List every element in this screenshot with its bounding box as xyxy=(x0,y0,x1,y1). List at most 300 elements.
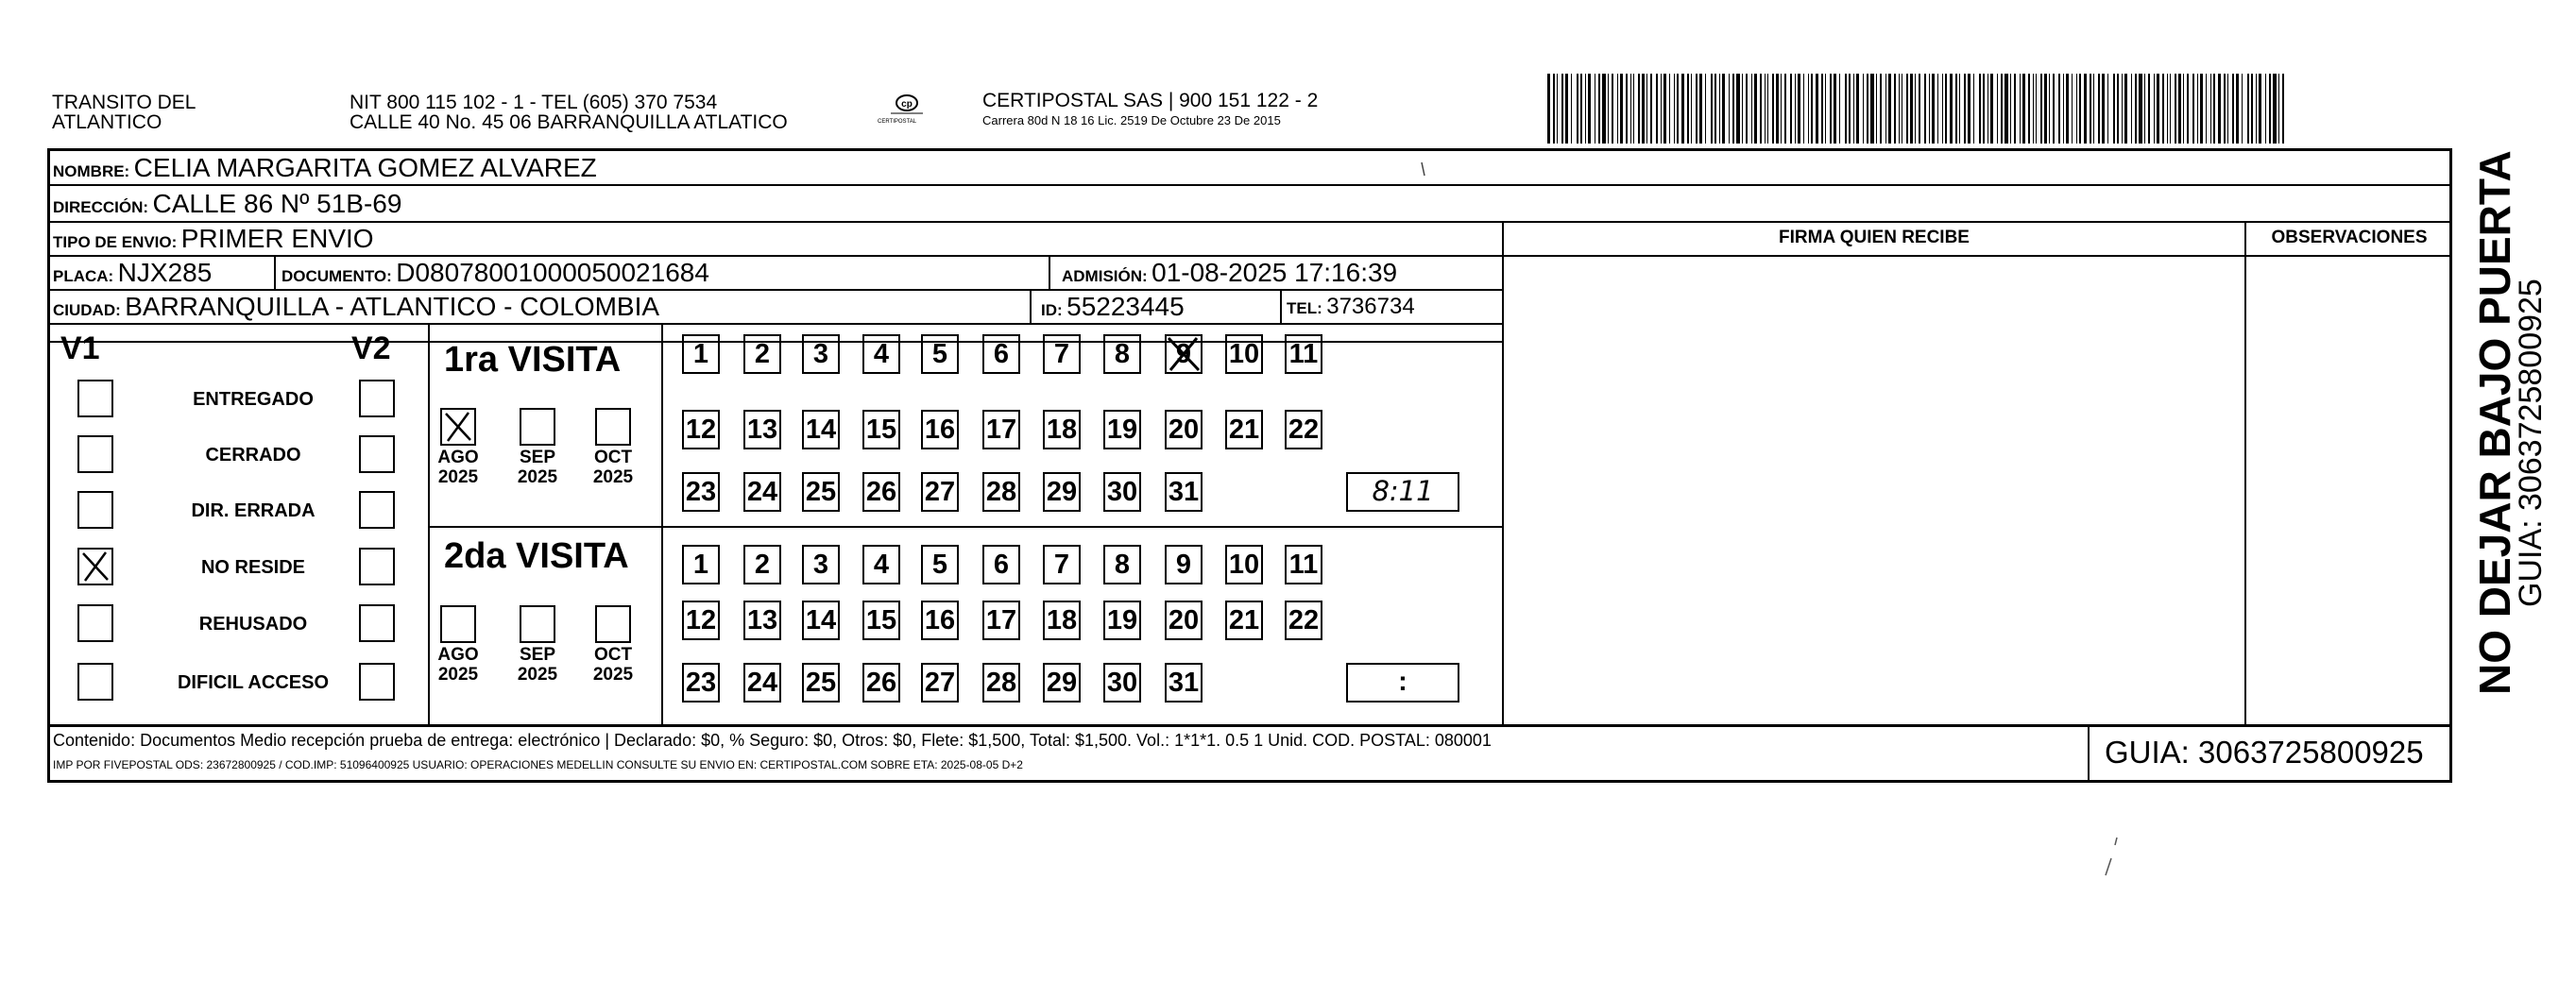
address-line: CALLE 40 No. 45 06 BARRANQUILLA ATLATICO xyxy=(350,111,788,133)
barcode-bar xyxy=(2259,74,2261,144)
barcode-bar xyxy=(1899,74,1900,144)
barcode-bar xyxy=(1602,74,1606,144)
barcode-bar xyxy=(2139,74,2142,144)
barcode-bar xyxy=(1870,74,1874,144)
barcode-bar xyxy=(1834,74,1836,144)
ciudad-value: BARRANQUILLA - ATLANTICO - COLOMBIA xyxy=(125,292,660,321)
barcode-bar xyxy=(2148,74,2150,144)
placa-value: NJX285 xyxy=(117,258,213,287)
barcode-bar xyxy=(1959,74,1960,144)
first-day-12[interactable]: 12 xyxy=(682,410,720,449)
barcode-bar xyxy=(2117,74,2119,144)
second-day-8[interactable]: 8 xyxy=(1103,545,1141,584)
barcode-bar xyxy=(2090,74,2091,144)
v2-checkbox-rehusado[interactable] xyxy=(359,604,395,642)
barcode-bar xyxy=(1811,74,1813,144)
barcode-bar xyxy=(1612,74,1613,144)
first-day-9[interactable]: 9 xyxy=(1165,334,1203,374)
barcode-bar xyxy=(1630,74,1631,144)
barcode-bar xyxy=(2135,74,2137,144)
status-label-rehusado: REHUSADO xyxy=(198,614,308,635)
v1-checkbox-rehusado[interactable] xyxy=(77,604,113,642)
barcode-bar xyxy=(1950,74,1953,144)
barcode-bar xyxy=(1719,74,1720,144)
barcode-bar xyxy=(1795,74,1796,144)
first-day-13[interactable]: 13 xyxy=(743,410,781,449)
barcode-bar xyxy=(1776,74,1779,144)
first-day-6[interactable]: 6 xyxy=(982,334,1020,374)
barcode-bar xyxy=(1617,74,1618,144)
barcode-bar xyxy=(1571,74,1572,144)
first-month-oct-year: 2025 xyxy=(592,467,634,487)
v2-header: V2 xyxy=(351,330,391,366)
first-day-22[interactable]: 22 xyxy=(1285,410,1322,449)
barcode-bar xyxy=(1633,74,1634,144)
barcode-bar xyxy=(1790,74,1792,144)
footer-guia: GUIA: 3063725800925 xyxy=(2105,735,2424,770)
barcode-bar xyxy=(2102,74,2105,144)
barcode-bar xyxy=(2265,74,2266,144)
barcode-bar xyxy=(2206,74,2207,144)
v1-checkbox-dir-errada[interactable] xyxy=(77,491,113,529)
status-label-dir-errada: DIR. ERRADA xyxy=(191,500,316,521)
barcode-bar xyxy=(1798,74,1800,144)
col-line xyxy=(1502,221,1504,724)
barcode-bar xyxy=(1705,74,1706,144)
barcode-bar xyxy=(1942,74,1943,144)
first-day-31[interactable]: 31 xyxy=(1165,472,1203,512)
documento-value: D08078001000050021684 xyxy=(396,258,709,287)
barcode-bar xyxy=(1937,74,1938,144)
v2-checkbox-dificil-acceso[interactable] xyxy=(359,663,395,701)
v1-checkbox-dificil-acceso[interactable] xyxy=(77,663,113,701)
barcode-bar xyxy=(1849,74,1851,144)
col-line xyxy=(1280,289,1282,323)
footer-imp: IMP POR FIVEPOSTAL ODS: 23672800925 / COD.IMP: 51096400925 USUARIO: OPERACIONES MEDELLIN CONSULTE SU ENVIO EN: CERTIPOSTAL.COM SOBRE ETA: 2025-08-05 D+2 xyxy=(53,758,1023,771)
barcode-bar xyxy=(1880,74,1882,144)
barcode-bar xyxy=(1638,74,1640,144)
barcode-bar xyxy=(2079,74,2081,144)
first-day-28[interactable]: 28 xyxy=(982,472,1020,512)
barcode-bar xyxy=(2005,74,2008,144)
second-day-4[interactable]: 4 xyxy=(862,545,900,584)
row-line xyxy=(47,221,2452,223)
barcode-bar xyxy=(2273,74,2277,144)
status-label-entregado: ENTREGADO xyxy=(193,389,314,410)
second-month-sep-year: 2025 xyxy=(517,665,558,685)
documento-field xyxy=(281,258,709,292)
barcode-bar xyxy=(1642,74,1645,144)
second-day-18[interactable]: 18 xyxy=(1043,601,1081,640)
observaciones-header: OBSERVACIONES xyxy=(2271,228,2428,247)
barcode-bar xyxy=(1929,74,1930,144)
second-day-20[interactable]: 20 xyxy=(1165,601,1203,640)
barcode-bar xyxy=(1561,74,1563,144)
barcode-bar xyxy=(2124,74,2127,144)
side-guia: GUIA: 3063725800925 xyxy=(2513,279,2549,607)
barcode-bar xyxy=(1580,74,1582,144)
first-time-field[interactable]: 8:11 xyxy=(1346,472,1459,512)
admision-field xyxy=(1062,258,1397,292)
barcode-bar xyxy=(1973,74,1974,144)
second-month-ago-checkbox[interactable] xyxy=(440,605,476,643)
second-day-31[interactable]: 31 xyxy=(1165,663,1203,703)
barcode-bar xyxy=(2066,74,2069,144)
barcode-bar xyxy=(1924,74,1926,144)
barcode-bar xyxy=(1955,74,1957,144)
tel-value: 3736734 xyxy=(1326,294,1415,319)
direccion-value: CALLE 86 Nº 51B-69 xyxy=(152,189,402,218)
barcode-bar xyxy=(1915,74,1916,144)
admision-value: 01-08-2025 17:16:39 xyxy=(1152,258,1398,287)
first-day-19[interactable]: 19 xyxy=(1103,410,1141,449)
barcode-bar xyxy=(1626,74,1628,144)
tipo-label: TIPO DE ENVIO: xyxy=(53,233,178,251)
barcode-bar xyxy=(1736,74,1740,144)
barcode-bar xyxy=(1557,74,1558,144)
second-day-5[interactable]: 5 xyxy=(921,545,959,584)
first-day-17[interactable]: 17 xyxy=(982,410,1020,449)
barcode-bar xyxy=(2113,74,2115,144)
first-day-7[interactable]: 7 xyxy=(1043,334,1081,374)
org-name-line1: TRANSITO DEL xyxy=(52,92,196,113)
direccion-label: DIRECCIÓN: xyxy=(53,198,149,216)
barcode-bar xyxy=(1681,74,1684,144)
barcode-bar xyxy=(2076,74,2077,144)
barcode-bar xyxy=(2236,74,2239,144)
barcode-bar xyxy=(2167,74,2168,144)
barcode-bar xyxy=(1983,74,1985,144)
stray-mark xyxy=(2102,817,2130,883)
second-day-27[interactable]: 27 xyxy=(921,663,959,703)
first-day-29[interactable]: 29 xyxy=(1043,472,1081,512)
barcode-bar xyxy=(1894,74,1896,144)
barcode-bar xyxy=(1990,74,1993,144)
first-day-10[interactable]: 10 xyxy=(1225,334,1263,374)
barcode-bar xyxy=(1547,74,1550,144)
col-line xyxy=(1049,255,1050,289)
barcode-bar xyxy=(1691,74,1692,144)
tipo-field xyxy=(53,224,374,258)
barcode-bar xyxy=(1585,74,1586,144)
barcode-bar xyxy=(2053,74,2055,144)
barcode-bar xyxy=(1687,74,1689,144)
barcode-bar xyxy=(2022,74,2025,144)
barcode-bar xyxy=(2269,74,2271,144)
first-day-11[interactable]: 11 xyxy=(1285,334,1322,374)
barcode-bar xyxy=(1722,74,1725,144)
barcode-bar xyxy=(2242,74,2243,144)
barcode-bar xyxy=(2162,74,2164,144)
barcode-bar xyxy=(1830,74,1832,144)
second-day-9[interactable]: 9 xyxy=(1165,545,1203,584)
barcode-bar xyxy=(2014,74,2016,144)
second-day-10[interactable]: 10 xyxy=(1225,545,1263,584)
barcode-bar xyxy=(1888,74,1891,144)
tipo-value: PRIMER ENVIO xyxy=(180,224,374,253)
second-day-22[interactable]: 22 xyxy=(1285,601,1322,640)
barcode-bar xyxy=(1816,74,1818,144)
nit-line: NIT 800 115 102 - 1 - TEL (605) 370 7534 xyxy=(350,92,718,113)
second-month-oct-checkbox[interactable] xyxy=(595,605,631,643)
nombre-label: NOMBRE: xyxy=(53,162,130,180)
col-line xyxy=(661,323,663,724)
second-time-field[interactable]: : xyxy=(1346,663,1459,703)
row-line xyxy=(47,724,2452,727)
second-day-1[interactable]: 1 xyxy=(682,545,720,584)
barcode-bar xyxy=(2028,74,2030,144)
barcode-bar xyxy=(1876,74,1877,144)
barcode-bar xyxy=(1808,74,1809,144)
barcode-bar xyxy=(1997,74,1998,144)
first-day-18[interactable]: 18 xyxy=(1043,410,1081,449)
first-day-27[interactable]: 27 xyxy=(921,472,959,512)
barcode-bar xyxy=(1919,74,1920,144)
barcode-bar xyxy=(1784,74,1786,144)
first-day-2[interactable]: 2 xyxy=(743,334,781,374)
svg-text:cp: cp xyxy=(901,99,913,110)
barcode-bar xyxy=(1932,74,1935,144)
v1-header: V1 xyxy=(60,330,100,366)
id-value: 55223445 xyxy=(1066,292,1185,321)
second-day-25[interactable]: 25 xyxy=(802,663,840,703)
row-line xyxy=(47,255,2452,257)
v2-checkbox-entregado[interactable] xyxy=(359,380,395,417)
first-visit-title: 1ra VISITA xyxy=(444,340,622,380)
nombre-field xyxy=(53,153,597,187)
first-month-sep-year: 2025 xyxy=(517,467,558,487)
barcode-bar xyxy=(2218,74,2221,144)
second-visit-title: 2da VISITA xyxy=(444,536,629,576)
second-day-29[interactable]: 29 xyxy=(1043,663,1081,703)
first-month-ago-year: 2025 xyxy=(437,467,479,487)
barcode-bar xyxy=(2192,74,2194,144)
second-day-23[interactable]: 23 xyxy=(682,663,720,703)
first-day-20[interactable]: 20 xyxy=(1165,410,1203,449)
barcode-bar xyxy=(2187,74,2189,144)
barcode-bar xyxy=(1964,74,1966,144)
first-day-25[interactable]: 25 xyxy=(802,472,840,512)
barcode-bar xyxy=(2063,74,2064,144)
second-day-28[interactable]: 28 xyxy=(982,663,1020,703)
barcode-bar xyxy=(1856,74,1859,144)
first-day-14[interactable]: 14 xyxy=(802,410,840,449)
barcode-bar xyxy=(1751,74,1752,144)
second-day-7[interactable]: 7 xyxy=(1043,545,1081,584)
barcode-bar xyxy=(2020,74,2021,144)
barcode-bar xyxy=(2157,74,2159,144)
first-day-1[interactable]: 1 xyxy=(682,334,720,374)
barcode-bar xyxy=(1608,74,1609,144)
barcode-bar xyxy=(1945,74,1947,144)
v2-checkbox-cerrado[interactable] xyxy=(359,435,395,473)
second-month-oct-label: OCT xyxy=(593,645,633,665)
barcode-bar xyxy=(2282,74,2284,144)
first-month-oct-checkbox[interactable] xyxy=(595,408,631,446)
v2-checkbox-no-reside[interactable] xyxy=(359,548,395,585)
first-day-16[interactable]: 16 xyxy=(921,410,959,449)
firma-header: FIRMA QUIEN RECIBE xyxy=(1779,228,1970,247)
barcode-bar xyxy=(1979,74,1981,144)
first-day-26[interactable]: 26 xyxy=(862,472,900,512)
barcode-bar xyxy=(2122,74,2123,144)
barcode-bar xyxy=(1821,74,1823,144)
barcode-bar xyxy=(1968,74,1970,144)
second-month-ago-label: AGO xyxy=(437,645,479,665)
second-day-16[interactable]: 16 xyxy=(921,601,959,640)
barcode-bar xyxy=(1742,74,1743,144)
barcode-bar xyxy=(1767,74,1768,144)
side-warning: NO DEJAR BAJO PUERTA xyxy=(2470,150,2519,695)
company-sub: Carrera 80d N 18 16 Lic. 2519 De Octubre 23 De 2015 xyxy=(982,113,1281,127)
barcode-bar xyxy=(1825,74,1826,144)
ciudad-label: CIUDAD: xyxy=(53,301,121,319)
second-month-sep-label: SEP xyxy=(519,645,556,665)
barcode-bar xyxy=(2224,74,2226,144)
status-label-no-reside: NO RESIDE xyxy=(200,557,306,578)
documento-label: DOCUMENTO: xyxy=(281,267,392,285)
barcode-bar xyxy=(2256,74,2257,144)
placa-label: PLACA: xyxy=(53,267,114,285)
barcode-bar xyxy=(2010,74,2011,144)
first-day-24[interactable]: 24 xyxy=(743,472,781,512)
v2-checkbox-dir-errada[interactable] xyxy=(359,491,395,529)
barcode-bar xyxy=(1661,74,1662,144)
second-day-26[interactable]: 26 xyxy=(862,663,900,703)
first-day-4[interactable]: 4 xyxy=(862,334,900,374)
barcode-bar xyxy=(2033,74,2034,144)
barcode-bar xyxy=(1772,74,1774,144)
barcode-bar xyxy=(1696,74,1697,144)
first-month-ago-label: AGO xyxy=(437,448,479,467)
barcode-bar xyxy=(1729,74,1730,144)
barcode-bar xyxy=(1765,74,1766,144)
first-day-23[interactable]: 23 xyxy=(682,472,720,512)
admision-label: ADMISIÓN: xyxy=(1062,267,1148,285)
barcode-bar xyxy=(2183,74,2184,144)
org-name-line2: ATLANTICO xyxy=(52,111,162,133)
first-day-15[interactable]: 15 xyxy=(862,410,900,449)
second-day-15[interactable]: 15 xyxy=(862,601,900,640)
status-label-cerrado: CERRADO xyxy=(205,445,301,466)
barcode-bar xyxy=(1714,74,1716,144)
v1-checkbox-cerrado[interactable] xyxy=(77,435,113,473)
barcode-bar xyxy=(1906,74,1908,144)
barcode-bar xyxy=(1839,74,1840,144)
barcode-bar xyxy=(1845,74,1847,144)
barcode-bar xyxy=(1577,74,1578,144)
second-day-6[interactable]: 6 xyxy=(982,545,1020,584)
second-day-14[interactable]: 14 xyxy=(802,601,840,640)
id-label: ID: xyxy=(1041,301,1063,319)
barcode-bar xyxy=(2251,74,2253,144)
barcode-bar xyxy=(1987,74,1988,144)
barcode-bar xyxy=(1760,74,1762,144)
barcode-bar xyxy=(1669,74,1670,144)
barcode-bar xyxy=(2278,74,2279,144)
second-month-ago-year: 2025 xyxy=(437,665,479,685)
barcode-bar xyxy=(1781,74,1782,144)
barcode-bar xyxy=(2049,74,2050,144)
id-field xyxy=(1041,292,1185,326)
row-line xyxy=(428,526,1502,528)
barcode-bar xyxy=(1656,74,1658,144)
first-day-8[interactable]: 8 xyxy=(1103,334,1141,374)
barcode-bar xyxy=(2044,74,2047,144)
barcode-bar xyxy=(2210,74,2211,144)
barcode-bar xyxy=(2131,74,2132,144)
barcode-bar xyxy=(2098,74,2100,144)
barcode-bar xyxy=(2084,74,2087,144)
ciudad-field xyxy=(53,292,659,326)
second-day-21[interactable]: 21 xyxy=(1225,601,1263,640)
barcode-bar xyxy=(1553,74,1555,144)
second-month-sep-checkbox[interactable] xyxy=(520,605,555,643)
nombre-value: CELIA MARGARITA GOMEZ ALVAREZ xyxy=(133,153,597,182)
first-month-oct-label: OCT xyxy=(593,448,633,467)
col-line xyxy=(428,323,430,724)
first-month-ago-checkbox[interactable] xyxy=(440,408,476,446)
barcode-bar xyxy=(1646,74,1647,144)
barcode-bar xyxy=(2175,74,2176,144)
first-month-sep-label: SEP xyxy=(519,448,556,467)
second-day-2[interactable]: 2 xyxy=(743,545,781,584)
barcode-bar xyxy=(2058,74,2060,144)
barcode-bar xyxy=(1699,74,1702,144)
barcode-bar xyxy=(1746,74,1748,144)
first-day-21[interactable]: 21 xyxy=(1225,410,1263,449)
barcode-bar xyxy=(1598,74,1600,144)
second-day-30[interactable]: 30 xyxy=(1103,663,1141,703)
second-day-13[interactable]: 13 xyxy=(743,601,781,640)
first-day-3[interactable]: 3 xyxy=(802,334,840,374)
barcode-bar xyxy=(2040,74,2042,144)
barcode-bar xyxy=(1663,74,1666,144)
logo-caption: CERTIPOSTAL xyxy=(878,119,917,125)
status-label-dificil-acceso: DIFICIL ACCESO xyxy=(177,672,329,693)
v1-checkbox-no-reside[interactable] xyxy=(77,548,113,585)
first-day-5[interactable]: 5 xyxy=(921,334,959,374)
second-day-11[interactable]: 11 xyxy=(1285,545,1322,584)
first-month-sep-checkbox[interactable] xyxy=(520,408,555,446)
barcode-bar xyxy=(1754,74,1757,144)
barcode-bar xyxy=(1867,74,1868,144)
second-day-3[interactable]: 3 xyxy=(802,545,840,584)
second-month-oct-year: 2025 xyxy=(592,665,634,685)
barcode-bar xyxy=(1732,74,1734,144)
barcode-bar xyxy=(1565,74,1568,144)
col-line xyxy=(2244,221,2246,724)
v1-checkbox-entregado[interactable] xyxy=(77,380,113,417)
second-day-19[interactable]: 19 xyxy=(1103,601,1141,640)
barcode-bar xyxy=(1588,74,1591,144)
first-day-30[interactable]: 30 xyxy=(1103,472,1141,512)
col-line xyxy=(274,255,276,289)
placa-field xyxy=(53,258,212,292)
barcode-bar xyxy=(2036,74,2037,144)
barcode-bar xyxy=(1650,74,1652,144)
barcode-bar xyxy=(2001,74,2003,144)
barcode-bar xyxy=(1620,74,1623,144)
barcode-bar xyxy=(2154,74,2155,144)
tel-label: TEL: xyxy=(1287,299,1322,317)
barcode-bar xyxy=(2178,74,2181,144)
barcode-bar xyxy=(1863,74,1864,144)
second-day-24[interactable]: 24 xyxy=(743,663,781,703)
col-line xyxy=(1030,289,1032,323)
second-day-12[interactable]: 12 xyxy=(682,601,720,640)
second-day-17[interactable]: 17 xyxy=(982,601,1020,640)
